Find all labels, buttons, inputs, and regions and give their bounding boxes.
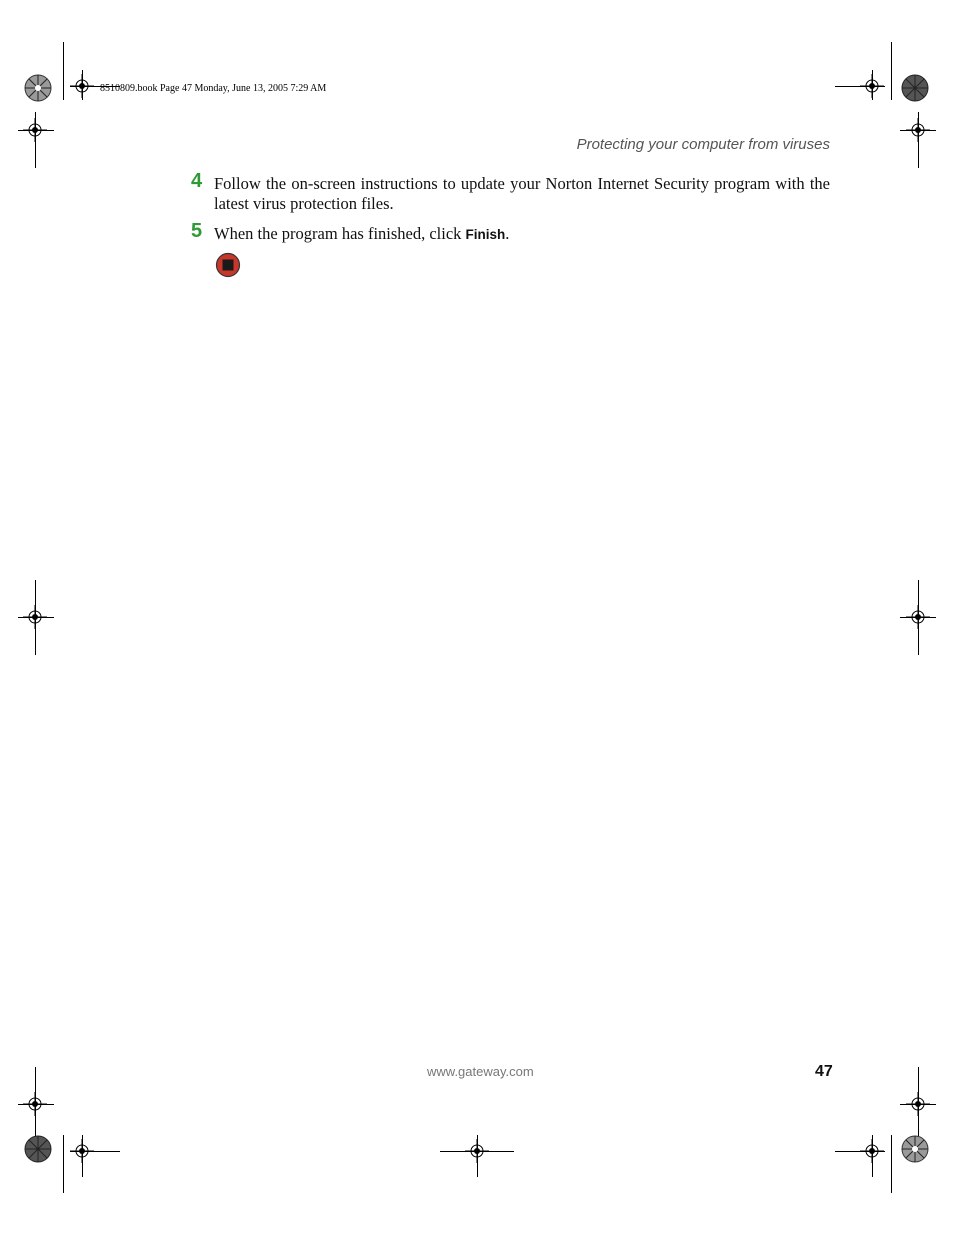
step-text-before: When the program has finished, click bbox=[214, 224, 466, 243]
crop-mark bbox=[70, 1151, 120, 1152]
stop-icon bbox=[215, 252, 241, 278]
color-target-icon bbox=[901, 1135, 929, 1163]
crop-mark bbox=[835, 86, 885, 87]
crop-mark bbox=[900, 617, 936, 618]
step-text-after: . bbox=[505, 224, 510, 243]
running-header: Protecting your computer from viruses bbox=[576, 136, 830, 153]
footer-url: www.gateway.com bbox=[427, 1064, 534, 1079]
registration-mark-icon bbox=[23, 118, 47, 142]
crop-mark bbox=[891, 42, 892, 100]
crop-mark bbox=[63, 42, 64, 100]
crop-mark bbox=[900, 1104, 936, 1105]
step-text bbox=[214, 224, 830, 245]
crop-mark bbox=[63, 1135, 64, 1193]
color-target-icon bbox=[901, 74, 929, 102]
ui-term-finish: Finish bbox=[465, 227, 506, 242]
registration-mark-icon bbox=[906, 118, 930, 142]
step-text: Follow the on-screen instructions to update your Norton Internet Security program with the latest virus protection files. bbox=[214, 174, 830, 213]
color-target-icon bbox=[24, 74, 52, 102]
step-number: 5 bbox=[191, 220, 203, 242]
crop-mark bbox=[18, 617, 54, 618]
print-slug: 8510809.book Page 47 Monday, June 13, 2005 7:29 AM bbox=[100, 83, 327, 94]
crop-mark bbox=[440, 1151, 514, 1152]
crop-mark bbox=[18, 1104, 54, 1105]
page-number: 47 bbox=[815, 1063, 833, 1080]
crop-mark bbox=[891, 1135, 892, 1193]
step-number: 4 bbox=[191, 170, 203, 192]
crop-mark bbox=[835, 1151, 885, 1152]
color-target-icon bbox=[24, 1135, 52, 1163]
